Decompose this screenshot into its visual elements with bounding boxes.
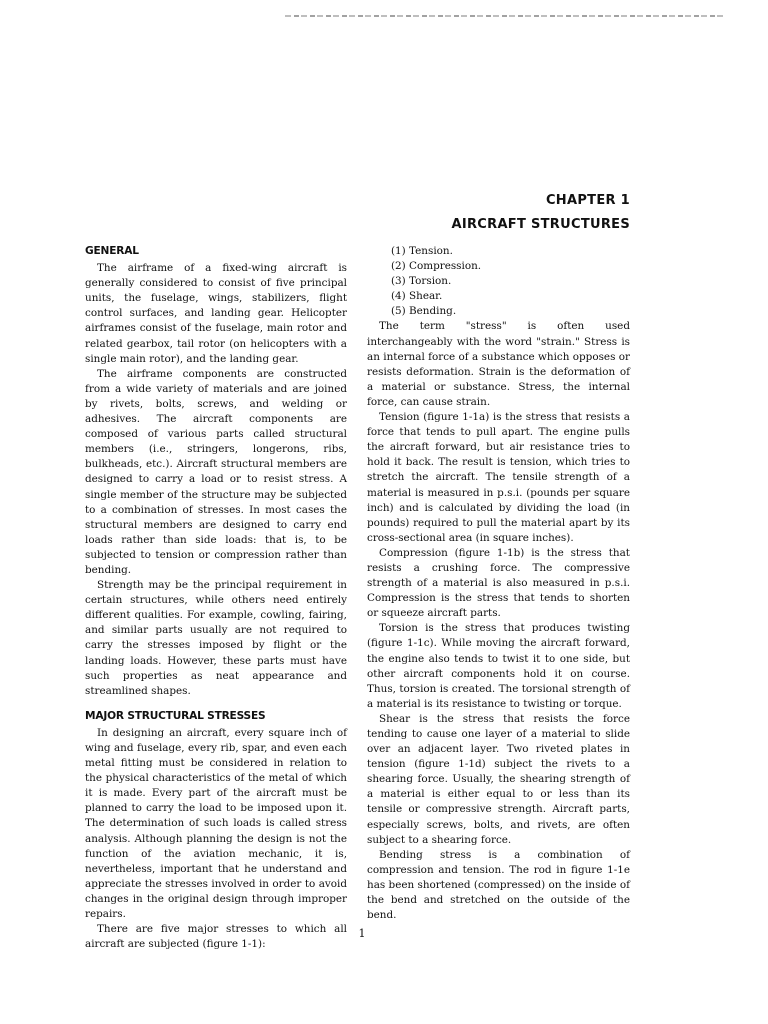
list-item: (5) Bending. <box>391 305 457 318</box>
paragraph: The airframe components are constructed from a wide variety of materials and are joined by rivets, bolts, screws, and welding or adhesives. The aircraft components are composed of various parts called structural members (i.e., stringers, longerons, ribs, bulkheads, etc.). Aircraft structural members are designed to carry a load or to resist stress. A single member of the structure may be subjected to a combination of stresses. In most cases the structural members are designed to carry end loads rather than side loads: that is, to be subjected to tension or compression rather than bending. <box>85 367 347 576</box>
section-heading-major-stresses: MAJOR STRUCTURAL STRESSES <box>85 709 266 722</box>
paragraph: Tension (figure 1-1a) is the stress that resists a force that tends to pull apart. The engine pulls the aircraft forward, but air resistance tries to hold it back. The result is tension, which tries to stretch the aircraft. The tensile strength of a material is measured in p.s.i. (pounds per square inch) and is calculated by dividing the load (in pounds) required to pull the material apart by its cross-sectional area (in square inches). <box>367 411 630 544</box>
chapter-title: AIRCRAFT STRUCTURES <box>451 217 630 232</box>
paragraph: Strength may be the principal requirement in certain structures, while others need entirely different qualities. For example, cowling, fairing, and similar parts usually are not required to carry the stresses imposed by flight or the landing loads. However, these parts must have such properties as neat appearance and streamlined shapes. <box>85 579 347 697</box>
list-item: (3) Torsion. <box>391 275 452 288</box>
paragraph: In designing an aircraft, every square inch of wing and fuselage, every rib, spar, and even each metal fitting must be considered in relation to the physical characteristics of the metal of which it is made. Every part of the aircraft must be planned to carry the load to be imposed upon it. The determination of such loads is called stress analysis. Although planning the design is not the function of the aviation mechanic, it is, nevertheless, important that he understand and appreciate the stresses involved in order to avoid changes in the original design through improper repairs. <box>85 726 347 921</box>
paragraph: The term "stress" is often used interchangeably with the word "strain." Stress is an internal force of a substance which opposes or resists deformation. Strain is the deformation of a material or substance. Stress, the internal force, can cause strain. <box>367 320 630 408</box>
paragraph: Bending stress is a combination of compression and tension. The rod in figure 1-1e has been shortened (compressed) on the inside of the bend and stretched on the outside of the bend. <box>367 848 630 922</box>
paragraph: Shear is the stress that resists the force tending to cause one layer of a material to slide over an adjacent layer. Two riveted plates in tension (figure 1-1d) subject the rivets to a shearing force. Usually, the shearing strength of a material is either equal to or less than its tensile or compressive strength. Aircraft parts, especially screws, bolts, and rivets, are often subject to a shearing force. <box>367 712 630 846</box>
paragraph: Compression (figure 1-1b) is the stress that resists a crushing force. The compressive strength of a material is also measured in p.s.i. Compression is the stress that tends to shorten or squeeze aircraft parts. <box>367 546 630 620</box>
paragraph: Torsion is the stress that produces twisting (figure 1-1c). While moving the aircraft forward, the engine also tends to twist it to one side, but other aircraft components hold it on course. Thus, torsion is created. The torsional strength of a material is its resistance to twisting or torque. <box>367 622 630 710</box>
scan-top-rule <box>285 15 725 17</box>
section-heading-general: GENERAL <box>85 245 139 257</box>
left-column <box>85 244 347 952</box>
right-column <box>367 244 630 923</box>
stress-list <box>367 244 630 319</box>
list-item: (2) Compression. <box>391 260 482 273</box>
paragraph: The airframe of a fixed-wing aircraft is generally considered to consist of five principal units, the fuselage, wings, stabilizers, flight control surfaces, and landing gear. Helicopter airframes consist of the fuselage, main rotor and related gearbox, tail rotor (on helicopters with a single main rotor), and the landing gear. <box>85 262 347 365</box>
paragraph: There are five major stresses to which all aircraft are subjected (figure 1-1): <box>85 923 347 951</box>
list-item: (1) Tension. <box>391 245 453 257</box>
list-item: (4) Shear. <box>391 290 443 303</box>
chapter-number: CHAPTER 1 <box>545 193 630 208</box>
page-number: 1 <box>358 927 366 940</box>
